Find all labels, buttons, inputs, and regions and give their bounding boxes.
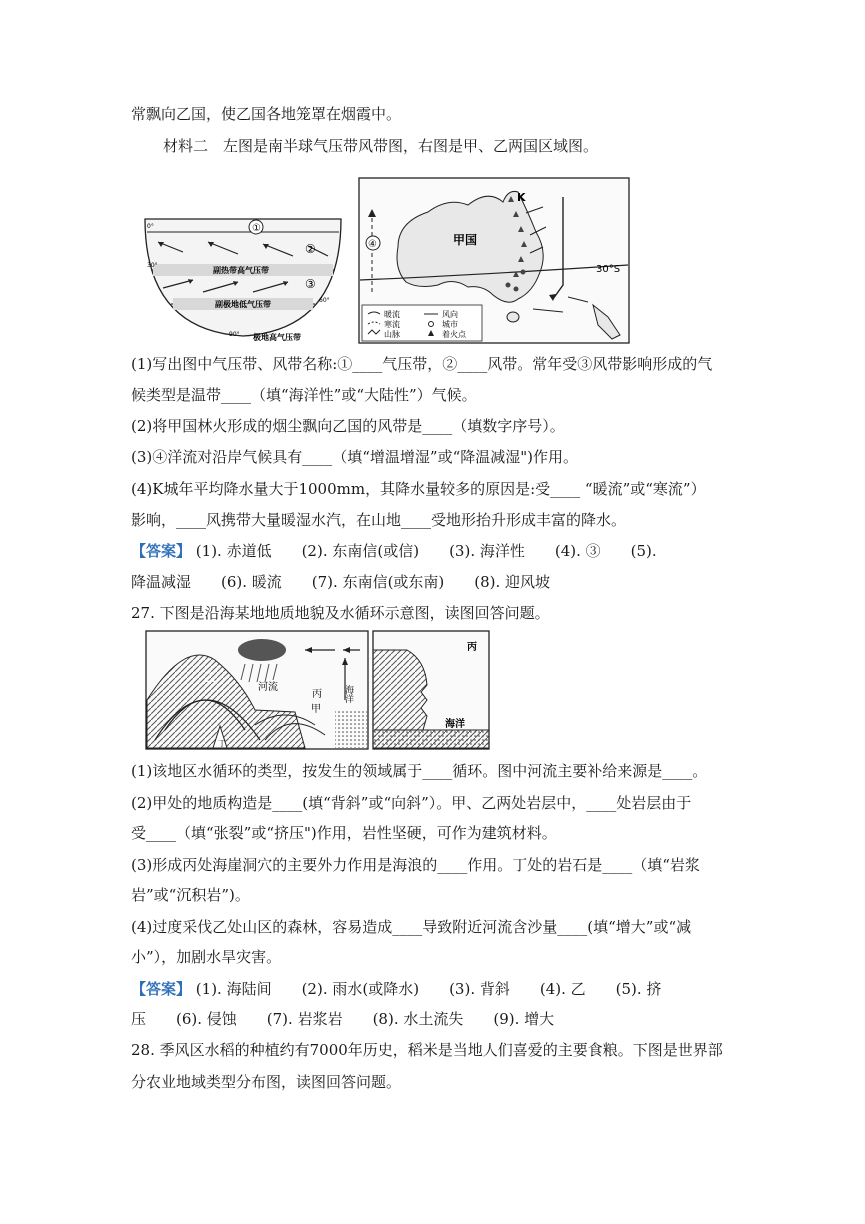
legend-warm: 暖流 xyxy=(384,310,400,319)
answer-tag: 【答案】 xyxy=(131,980,192,998)
label-subpolar-low: 副极地低气压带 xyxy=(215,300,271,309)
label-polar-high: 极地高气压带 xyxy=(253,333,301,342)
label-yi: 乙 xyxy=(204,671,215,684)
label-lat0: 0° xyxy=(147,223,154,230)
q27-4b: 小”），加剧水旱灾害。 xyxy=(131,948,282,966)
label-num3: ③ xyxy=(305,277,316,291)
q26-1b: 候类型是温带____（填“海洋性”或“大陆性”）气候。 xyxy=(131,386,477,404)
q27-3a: (3)形成丙处海崖洞穴的主要外力作用是海浪的____作用。丁处的岩石是____（填“岩浆 xyxy=(131,856,700,874)
label-subtropical-high: 副热带高气压带 xyxy=(213,266,269,275)
q27-answer-a xyxy=(131,979,661,999)
q26-answer-b: 降温减湿 (6). 暖流 (7). 东南信(或东南) (8). 迎风坡 xyxy=(131,573,551,591)
q26-3: (3)④洋流对沿岸气候具有____（填“增温增湿”或“降温减湿")作用。 xyxy=(131,448,579,466)
region-map xyxy=(358,177,630,344)
label-num1: ① xyxy=(252,223,261,234)
q27-title: 27. 下图是沿海某地地质地貌及水循环示意图，读图回答问题。 xyxy=(131,604,550,622)
pressure-belt-diagram xyxy=(143,212,343,342)
q28-a: 28. 季风区水稻的种植约有7000年历史，稻米是当地人们喜爱的主要食粮。下图是世界部 xyxy=(131,1041,723,1059)
material-two: 材料二 左图是南半球气压带风带图，右图是甲、乙两国区域图。 xyxy=(163,137,599,155)
intro-line: 常飘向乙国，使乙国各地笼罩在烟霞中。 xyxy=(131,105,402,123)
legend-mountain: 山脉 xyxy=(384,330,400,339)
label-jia: 甲 xyxy=(311,704,321,715)
q27-3b: 岩”或“沉积岩”)。 xyxy=(131,886,250,904)
label-k-city: K xyxy=(517,191,526,204)
legend-wind: 风向 xyxy=(442,310,458,319)
q27-2a: (2)甲处的地质构造是____(填“背斜”或“向斜”）。甲、乙两处岩层中，____处岩层由于 xyxy=(131,794,692,812)
legend-fire: 着火点 xyxy=(442,330,466,339)
label-30s: 30°S xyxy=(596,264,621,275)
q27-2b: 受____（填“张裂”或“挤压")作用，岩性坚硬，可作为建筑材料。 xyxy=(131,824,557,842)
q26-4a: (4)K城年平均降水量大于1000mm，其降水量较多的原因是:受____ “暖流”或“寒流”） xyxy=(131,480,706,498)
label-lat30: 30° xyxy=(147,262,158,269)
label-river: 河流 xyxy=(258,682,278,693)
q26-2: (2)将甲国林火形成的烟尘飘向乙国的风带是____（填数字序号）。 xyxy=(131,417,565,435)
label-country-jia: 甲国 xyxy=(453,233,478,247)
label-lat60: 60° xyxy=(319,297,330,304)
q26-4b: 影响，____风携带大量暖湿水汽，在山地____受地形抬升形成丰富的降水。 xyxy=(131,511,627,529)
q27-answer-text-a: (1). 海陆间 (2). 雨水(或降水) (3). 背斜 (4). 乙 (5). 挤 xyxy=(195,980,662,998)
answer-tag: 【答案】 xyxy=(131,542,192,560)
q26-1a: (1)写出图中气压带、风带名称:①____气压带，②____风带。常年受③风带影响形成的气 xyxy=(131,355,713,373)
label-bing-left: 丙 xyxy=(312,689,322,700)
q27-4a: (4)过度采伐乙处山区的森林，容易造成____导致附近河流含沙量____(填“增大”或“减 xyxy=(131,918,692,936)
label-num2: ② xyxy=(305,242,316,256)
label-ding: 丁 xyxy=(218,739,226,748)
q26-answer-a xyxy=(131,541,657,561)
label-sea-right: 海洋 xyxy=(445,719,465,730)
q27-1: (1)该地区水循环的类型，按发生的领域属于____循环。图中河流主要补给来源是____。 xyxy=(131,762,708,780)
legend-cold: 寒流 xyxy=(384,320,400,329)
label-sea-vertical: 海洋 xyxy=(343,685,353,703)
q26-answer-text-a: (1). 赤道低 (2). 东南信(或信) (3). 海洋性 (4). ③ (5). xyxy=(195,542,657,560)
label-bing-right: 丙 xyxy=(467,642,477,653)
q27-answer-b: 压 (6). 侵蚀 (7). 岩浆岩 (8). 水土流失 (9). 增大 xyxy=(131,1010,555,1028)
legend-city: 城市 xyxy=(442,320,458,329)
label-current-4: ④ xyxy=(368,239,377,250)
geology-diagram xyxy=(145,630,491,750)
q28-b: 分农业地域类型分布图，读图回答问题。 xyxy=(131,1073,402,1091)
label-lat90: 90° xyxy=(229,331,240,338)
